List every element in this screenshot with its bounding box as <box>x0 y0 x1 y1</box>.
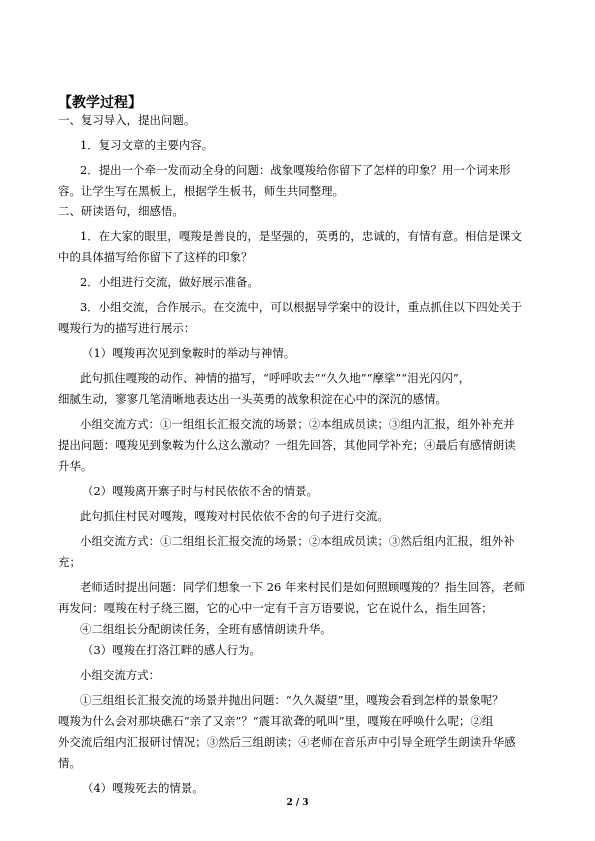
subheading-3: （3）嘎羧在打洛江畔的感人行为。 <box>82 643 261 657</box>
heading-review: 一、复习导入，提出问题。 <box>58 113 196 127</box>
paragraph-line: 中的具体描写给你留下了这样的印象？ <box>58 250 253 264</box>
paragraph-line: 情。 <box>58 756 81 770</box>
paragraph-line: 此句抓住嘎羧的动作、神情的描写，“呼呼吹去”“久久地”“摩挲”“泪光闪闪”， <box>80 371 471 385</box>
paragraph-line: 升华。 <box>58 459 93 473</box>
subheading-1: （1）嘎羧再次见到象鞍时的举动与神情。 <box>82 346 296 360</box>
paragraph-line: 容。让学生写在黑板上，根据学生板书，师生共同整理。 <box>58 184 345 198</box>
paragraph-line: 2．小组进行交流，做好展示准备。 <box>80 275 259 289</box>
paragraph-line: 充； <box>58 555 81 569</box>
paragraph-line: 1．在大家的眼里，嘎羧是善良的，是坚强的，英勇的，忠诚的，有情有意。相信是课文 <box>80 229 523 243</box>
subheading-2: （2）嘎羧离开寨子时与村民依依不舍的情景。 <box>82 484 319 498</box>
paragraph-line: 3．小组交流，合作展示。在交流中，可以根据导学案中的设计，重点抓住以下四处关于 <box>80 300 523 314</box>
paragraph-line: 小组交流方式：①二组组长汇报交流的场景；②本组成员读；③然后组内汇报，组外补 <box>80 534 515 548</box>
paragraph-line: 老师适时提出问题：同学们想象一下 26 年来村民们是如何照顾嘎羧的？指生回答，老师 <box>80 580 526 594</box>
paragraph-line: 2．提出一个牵一发而动全身的问题：战象嘎羧给你留下了怎样的印象？用一个词来形 <box>80 163 511 177</box>
heading-study: 二、研读语句，细感悟。 <box>58 204 184 218</box>
paragraph-line: 细腻生动，寥寥几笔清晰地表达出一头英勇的战象积淀在心中的深沉的感情。 <box>58 392 447 406</box>
paragraph-line: 嘎羧为什么会对那块礁石“亲了又亲”？“震耳欲聋的吼叫”里，嘎羧在呼唤什么呢；②组 <box>58 714 494 728</box>
paragraph-line: 小组交流方式： <box>80 668 161 682</box>
paragraph-line: 提出问题：嘎羧见到象鞍为什么这么激动？一组先回答，其他同学补充；④最后有感情朗读 <box>58 438 516 452</box>
section-title: 【教学过程】 <box>58 95 142 111</box>
paragraph-line: ①三组组长汇报交流的场景并抛出问题：“久久凝望”里，嘎羧会看到怎样的景象呢？ <box>80 693 504 707</box>
page-number: 2 / 3 <box>286 798 309 808</box>
paragraph-line: 外交流后组内汇报研讨情况；③然后三组朗读；④老师在音乐声中引导全班学生朗读升华感 <box>58 735 516 749</box>
paragraph-line: ④二组组长分配朗读任务，全班有感情朗读升华。 <box>80 622 332 636</box>
paragraph-line: 此句抓住村民对嘎羧，嘎羧对村民依依不舍的句子进行交流。 <box>80 509 389 523</box>
paragraph-line: 1．复习文章的主要内容。 <box>80 138 214 152</box>
paragraph-line: 再发问：嘎羧在村子绕三圈，它的心中一定有千言万语要说，它在说什么，指生回答； <box>58 601 493 615</box>
paragraph-line: 嘎羧行为的描写进行展示： <box>58 321 196 335</box>
paragraph-line: 小组交流方式：①一组组长汇报交流的场景；②本组成员读；③组内汇报，组外补充并 <box>80 417 515 431</box>
subheading-4: （4）嘎羧死去的情景。 <box>82 781 204 795</box>
